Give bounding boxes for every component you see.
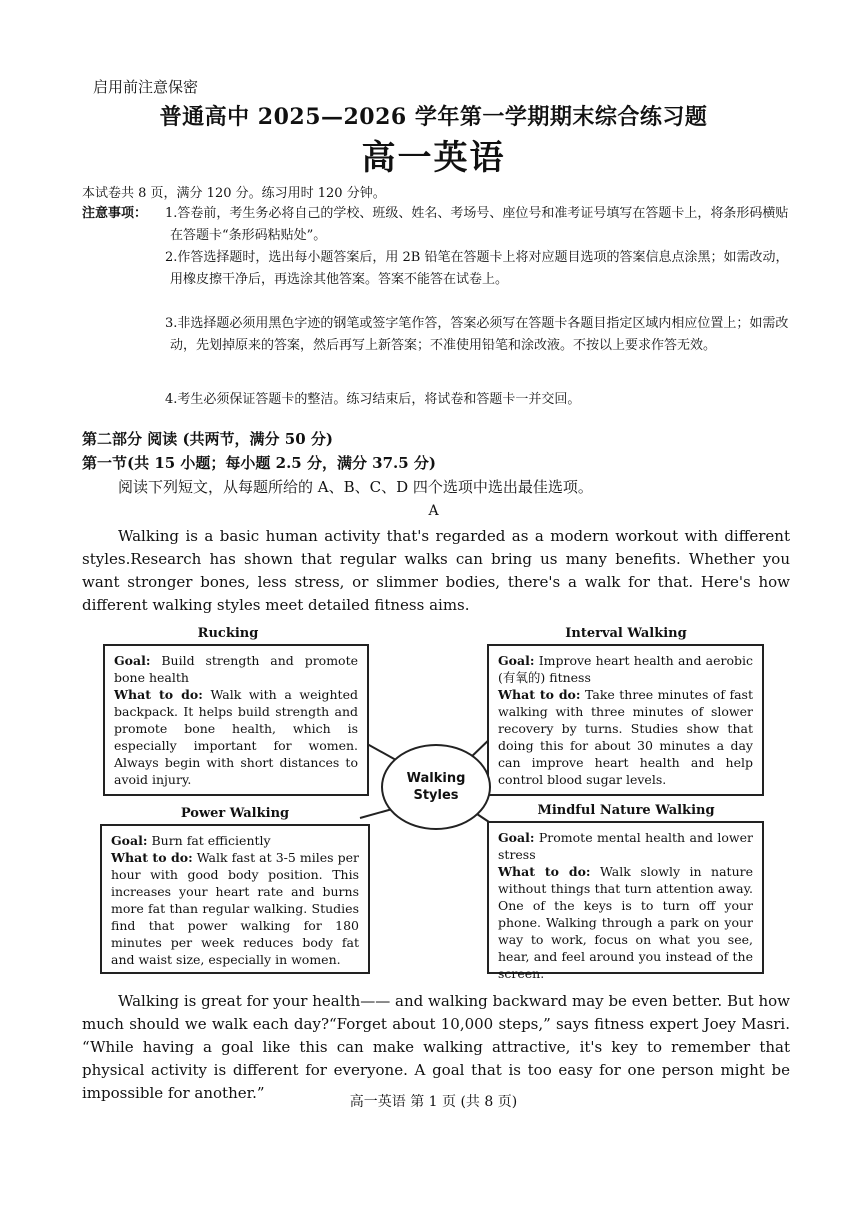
instruction: 阅读下列短文，从每题所给的 A、B、C、D 四个选项中选出最佳选项。: [118, 478, 593, 496]
todo-text: Take three minutes of fast walking with three minutes of slower recovery by turns. Studies show that doing this for about 30 minutes a day can improve heart health and help control blood sugar levels.: [498, 687, 753, 787]
todo-label: What to do:: [498, 687, 581, 702]
todo-label: What to do:: [498, 864, 591, 879]
closing-paragraph: Walking is great for your health—— and walking backward may be even better. But how much should we walk each day?“Forget about 10,000 steps,” says fitness expert Joey Masri. “While having a goal like this can make walking attractive, it's key to remember that physical activity is different for everyone. A goal that is too easy for one person might be impossible for another.”: [82, 992, 790, 1102]
subject-title: 高一英语: [361, 138, 506, 178]
style-box-rucking: [103, 644, 369, 796]
todo-text: Walk fast at 3-5 miles per hour with good body position. This increases your heart rate and burns more fat than regular walking. Studies find that power walking for 180 minutes per week reduces body fat and waist size, especially in women.: [111, 850, 359, 967]
confidential-notice: 启用前注意保密: [93, 78, 199, 96]
goal-text: Promote mental health and lower stress: [498, 830, 753, 862]
page-footer: 高一英语 第 1 页 (共 8 页): [349, 1094, 518, 1110]
note-item: 3.非选择题必须用黑色字迹的钢笔或签字笔作答，答案必须写在答题卡各题目指定区域内相应位置上；如需改动，先划掉原来的答案，然后再写上新答案；不准使用铅笔和涂改液。不按以上要求作答无效。: [165, 316, 789, 353]
exam-info: 本试卷共 8 页，满分 120 分。练习用时 120 分钟。: [82, 186, 386, 201]
goal-label: Goal:: [111, 833, 148, 848]
exam-title: 普通高中 2025—2026 学年第一学期期末综合练习题: [159, 104, 708, 130]
style-box-power: [100, 824, 370, 974]
goal-label: Goal:: [498, 830, 535, 845]
section-heading: 第一节(共 15 小题；每小题 2.5 分，满分 37.5 分): [82, 454, 437, 472]
note-item: 4.考生必须保证答题卡的整洁。练习结束后，将试卷和答题卡一并交回。: [165, 392, 581, 407]
notes-heading: 注意事项：: [82, 206, 148, 221]
todo-label: What to do:: [114, 687, 203, 702]
note-item: 2.作答选择题时，选出每小题答案后，用 2B 铅笔在答题卡上将对应题目选项的答案信息点涂黑；如需改动，用橡皮擦干净后，再选涂其他答案。答案不能答在试卷上。: [165, 250, 789, 287]
style-box-interval: [487, 644, 764, 796]
goal-label: Goal:: [498, 653, 535, 668]
style-title-mindful: Mindful Nature Walking: [537, 803, 715, 818]
todo-label: What to do:: [111, 850, 193, 865]
style-title-interval: Interval Walking: [565, 626, 687, 641]
goal-text: Improve heart health and aerobic (有氧的) fitness: [498, 653, 754, 685]
style-title-power: Power Walking: [180, 806, 290, 821]
intro-paragraph: Walking is a basic human activity that's regarded as a modern workout with different styles.Research has shown that regular walks can bring us many benefits. Whether you want stronger bones, less stress, or slimmer bodies, there's a walk for that. Here's how different walking styles meet detailed fitness aims.: [82, 527, 790, 614]
passage-letter: A: [428, 503, 439, 519]
goal-label: Goal:: [114, 653, 151, 668]
todo-text: Walk with a weighted backpack. It helps build strength and promote bone health, which is especially important for women. Always begin with short distances to avoid injury.: [114, 687, 358, 787]
goal-text: Build strength and promote bone health: [114, 653, 358, 685]
part-heading: 第二部分 阅读 (共两节，满分 50 分): [82, 430, 333, 448]
style-title-rucking: Rucking: [197, 626, 259, 641]
goal-text: Burn fat efficiently: [151, 833, 271, 848]
note-item: 1.答卷前，考生务必将自己的学校、班级、姓名、考场号、座位号和准考证号填写在答题卡上，将条形码横贴在答题卡“条形码粘贴处”。: [165, 206, 789, 243]
walking-styles-hub: Walking Styles: [381, 744, 491, 830]
style-box-mindful: [487, 821, 764, 981]
todo-text: Walk slowly in nature without things that turn attention away. One of the keys is to turn off your phone. Walking through a park on your way to work, focus on what you see, hear, and feel around you instead of the screen.: [498, 864, 753, 981]
